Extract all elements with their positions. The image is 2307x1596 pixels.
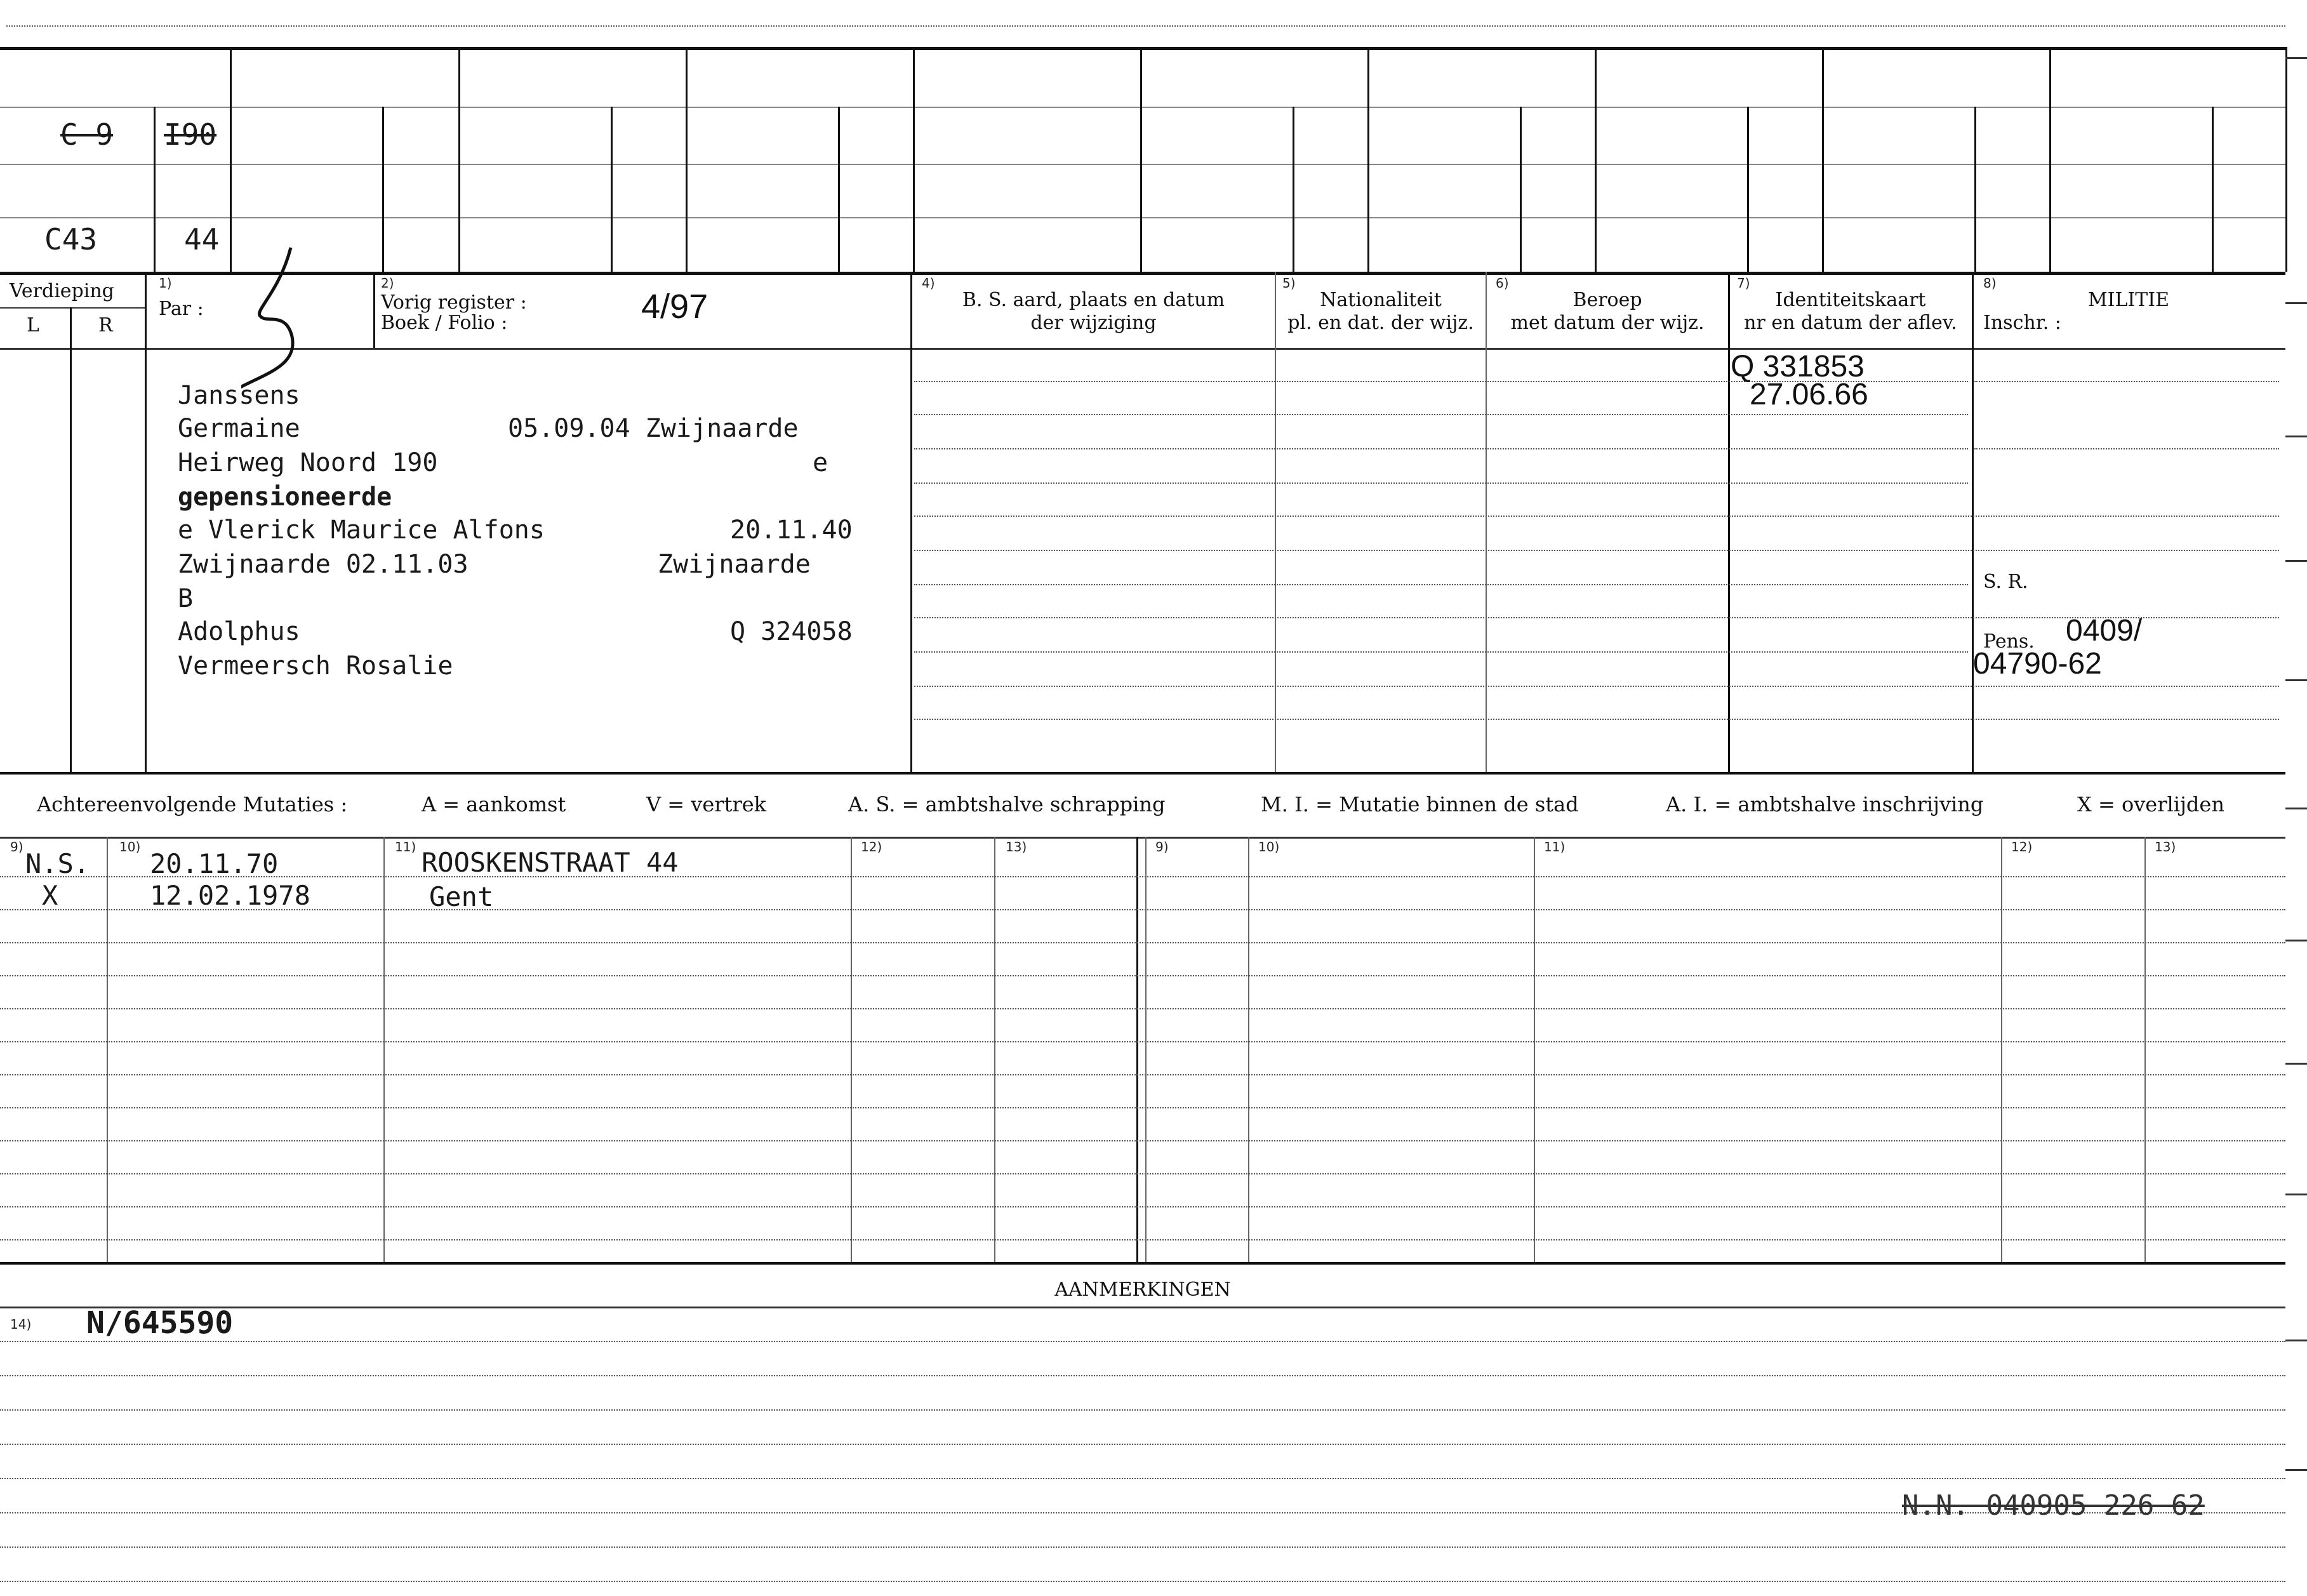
ruled-line [914,515,2279,517]
militie-pens-label: Pens. [1983,630,2035,653]
remarks-row-line [0,1478,2285,1479]
remarks-row-line [0,1409,2285,1411]
grid-col-line [1140,47,1142,272]
mutation-row-2-place: Gent [429,881,494,912]
grid-row-line [0,107,2285,108]
mut-header-12-left: 12) [861,839,882,855]
vorig-label-2: Boek / Folio : [381,312,508,334]
ruled-line [914,584,1968,585]
mut-col-line [1145,837,1147,1262]
beroep-num: 6) [1496,276,1509,291]
edge-tick [2285,1340,2307,1341]
grid-cell-44: 44 [184,222,220,256]
beroep-label-2: met datum der wijz. [1510,312,1705,334]
person-spouse: e Vlerick Maurice Alfons [178,515,545,545]
mut-col-line [107,837,108,1262]
verdieping-label: Verdieping [10,280,114,302]
beroep-label-1: Beroep [1572,289,1642,311]
mutations-top-border [0,837,2285,839]
ruled-line [914,414,1968,415]
grid-col-line [686,47,688,272]
mut-col-line [1248,837,1249,1262]
ruled-line [914,448,1968,449]
mut-header-13-right: 13) [2155,839,2176,855]
mut-row-line [0,1008,2285,1009]
mut-col-line [994,837,995,1262]
mut-col-line [383,837,385,1262]
person-b-line: B [178,584,194,613]
mut-row-line [0,942,2285,943]
ruled-line [1974,381,2279,382]
mut-row-line [0,1239,2285,1240]
grid-col-line [1520,107,1522,272]
bs-left-border [910,272,912,773]
mut-header-9-right: 9) [1155,839,1169,855]
person-firstname: Germaine [178,414,300,443]
mut-center-divider [1136,837,1138,1262]
grid-col-line [611,107,613,272]
edge-tick [2285,808,2307,809]
legend-a: A = aankomst [422,792,566,816]
ruled-line [1974,448,2279,449]
mutation-row-2-date: 12.02.1978 [150,880,310,911]
legend-title: Achtereenvolgende Mutaties : [37,792,348,816]
person-bottom-border [0,772,2285,775]
person-birth: 05.09.04 Zwijnaarde [508,414,799,443]
grid-col-line [2212,107,2214,272]
par-handwritten-mark [241,241,324,394]
mutations-bottom-border [0,1262,2285,1265]
mut-row-line [0,975,2285,976]
header-bottom-line [0,348,2285,350]
mut-row-line [0,1041,2285,1042]
mut-row-line [0,876,2285,877]
remarks-row-line [0,1341,2285,1342]
person-address: Heirweg Noord 190 [178,448,438,477]
verdieping-lr-divider [70,307,72,773]
grid-row-line [0,164,2285,165]
vorig-left-border [373,272,375,348]
grid-col-line [1974,107,1976,272]
par-left-border [145,272,147,773]
mut-row-line [0,1140,2285,1141]
legend-x: X = overlijden [2077,792,2224,816]
mut-header-11-left: 11) [395,839,416,855]
edge-tick [2285,57,2307,59]
id-label-2: nr en datum der aflev. [1744,312,1957,334]
id-num: 7) [1737,276,1750,291]
id-left-border [1728,272,1730,773]
person-mother: Vermeersch Rosalie [178,651,453,681]
vorig-value: 4/97 [641,288,708,326]
mut-col-line [1534,837,1535,1262]
beroep-left-border [1486,272,1487,773]
person-surname: Janssens [178,381,300,410]
ruled-line [914,686,2279,687]
ruled-line [914,651,1968,653]
legend-mi: M. I. = Mutatie binnen de stad [1261,792,1579,816]
grid-cell-190: I90 [164,117,217,152]
grid-bottom-border [0,272,2285,275]
mut-header-13-left: 13) [1006,839,1027,855]
person-marriage-date: 20.11.40 [730,515,853,545]
grid-col-line [382,107,384,272]
legend-as: A. S. = ambtshalve schrapping [848,792,1166,816]
edge-tick [2285,940,2307,941]
mutation-row-1-date: 20.11.70 [150,848,279,879]
militie-sr-label: S. R. [1983,571,2028,593]
grid-cell-c9: C 9 [60,117,114,152]
edge-tick [2285,679,2307,681]
militie-pens-value-2: 04790-62 [1973,647,2102,681]
grid-col-line [1367,47,1369,272]
person-spouse-birth: Zwijnaarde 02.11.03 [178,550,469,579]
ruled-line [914,719,2279,720]
mut-header-12-right: 12) [2011,839,2033,855]
grid-col-line [1293,107,1294,272]
mutation-row-2-code: X [42,880,58,911]
person-address-e: e [813,448,828,477]
militie-num: 8) [1983,276,1997,291]
grid-col-line [154,107,156,272]
remarks-top-line [0,1307,2285,1308]
par-num: 1) [159,276,172,291]
edge-tick [2285,436,2307,437]
bs-label-1: B. S. aard, plaats en datum [962,289,1225,311]
edge-tick [2285,1194,2307,1195]
remarks-row-line [0,1546,2285,1548]
vorig-label-1: Vorig register : [381,291,527,314]
remarks-nn: N.N. 040905 226 62 [1902,1489,2205,1522]
id-card-date: 27.06.66 [1750,378,1868,411]
bs-label-2: der wijziging [1030,312,1157,334]
grid-col-line [913,47,915,272]
mut-col-line [851,837,852,1262]
id-card-number: Q 331853 [1731,350,1865,383]
mut-col-line [2144,837,2146,1262]
legend-v: V = vertrek [646,792,767,816]
par-label: Par : [159,298,204,320]
mut-row-line [0,909,2285,910]
mut-row-line [0,1206,2285,1207]
person-father-id: Q 324058 [730,617,853,646]
verdieping-l: L [27,314,39,336]
verdieping-r: R [98,314,113,336]
person-spouse-birth-place: Zwijnaarde [658,550,811,579]
grid-right-border [2285,47,2287,272]
edge-tick [2285,1469,2307,1471]
vorig-num: 2) [381,276,394,291]
edge-tick [2285,302,2307,304]
person-father: Adolphus [178,617,300,646]
remarks-num: 14) [10,1317,32,1332]
grid-col-line [1747,107,1749,272]
nat-label-2: pl. en dat. der wijz. [1287,312,1474,334]
mut-row-line [0,1173,2285,1174]
mut-header-10-right: 10) [1258,839,1280,855]
bs-num: 4) [922,276,935,291]
top-border [0,47,2285,50]
nat-num: 5) [1282,276,1296,291]
militie-label: MILITIE [2087,289,2170,311]
remarks-row-line [0,1375,2285,1376]
remarks-row-line [0,1581,2285,1582]
ruled-line [914,550,2279,551]
remarks-title: AANMERKINGEN [1054,1279,1231,1301]
mutation-row-1-code: N.S. [25,848,90,879]
top-dotted-rule [6,25,2285,27]
mut-header-9-left: 9) [10,839,23,855]
nat-label-1: Nationaliteit [1320,289,1442,311]
ruled-line [914,482,1968,484]
grid-row-line [0,217,2285,218]
mut-header-11-right: 11) [1544,839,1566,855]
grid-col-line [838,107,840,272]
mut-col-line [2001,837,2002,1262]
militie-pens-value-1: 0409/ [2066,614,2143,648]
grid-cell-c43: C43 [44,222,98,256]
edge-tick [2285,560,2307,562]
militie-inschr-label: Inschr. : [1983,312,2061,334]
mut-row-line [0,1074,2285,1075]
grid-col-line [458,47,460,272]
remarks-value: N/645590 [86,1305,234,1341]
edge-tick [2285,1063,2307,1065]
person-occupation: gepensioneerde [178,482,392,512]
grid-col-line [230,47,232,272]
mut-row-line [0,1107,2285,1108]
grid-col-line [2049,47,2051,272]
legend-ai: A. I. = ambtshalve inschrijving [1666,792,1984,816]
remarks-row-line [0,1444,2285,1445]
mut-header-10-left: 10) [119,839,141,855]
nat-left-border [1275,272,1276,773]
grid-col-line [1595,47,1597,272]
grid-col-line [1822,47,1824,272]
id-label-1: Identiteitskaart [1775,289,1926,311]
militie-left-border [1972,272,1974,773]
verdieping-divider [0,307,146,309]
mutation-row-1-place: ROOSKENSTRAAT 44 [422,847,679,878]
